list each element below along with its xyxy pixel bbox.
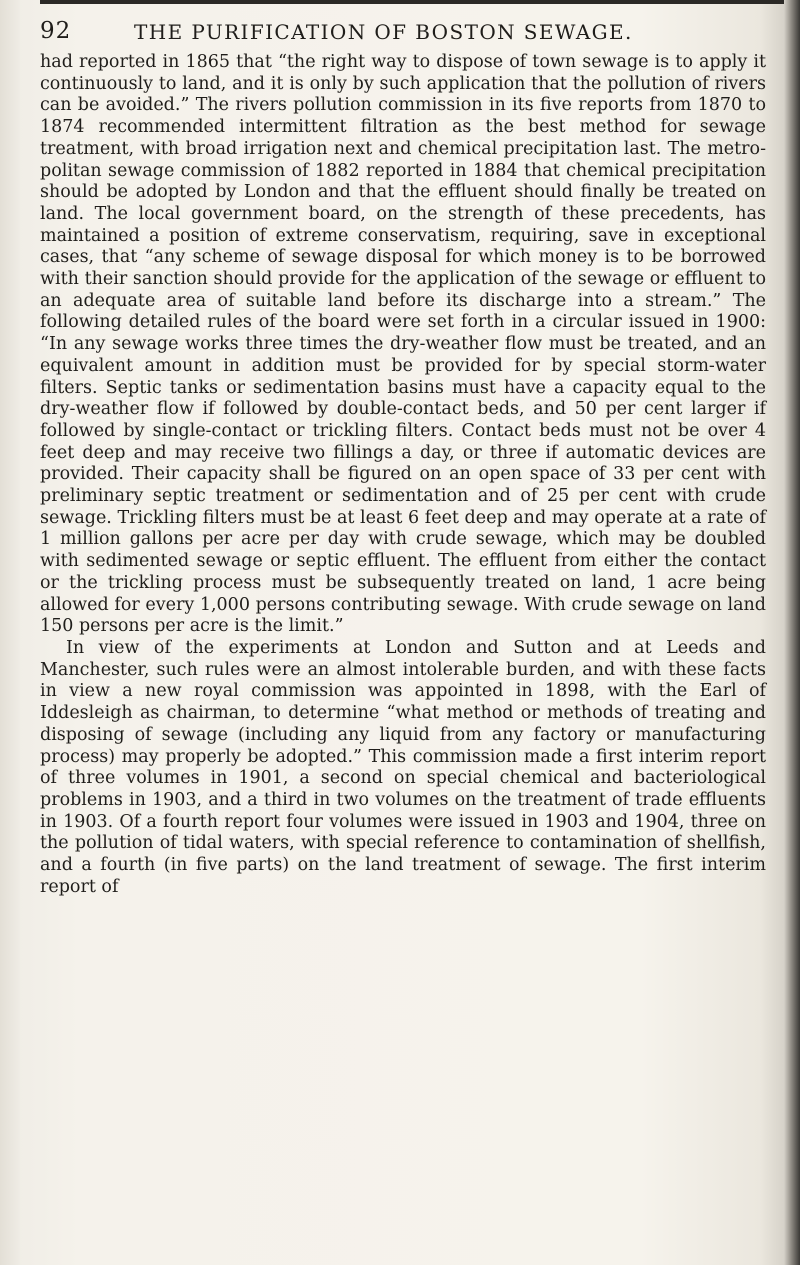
page-edge-shadow — [784, 0, 800, 1265]
body-text — [40, 52, 766, 898]
paragraph-1: had reported in 1865 that “the right way to dispose of town sewage is to apply it continuously to land, and it is only by such application that the pollution of rivers can be avoided.” The rivers pollution commission in its five reports from 1870 to 1874 recommended intermittent filtration as the best method for sewage treatment, with broad irrigation next and chemical precipitation last. The metropolitan sewage commission of 1882 reported in 1884 that chemical precipitation should be adopted by London and that the effluent should finally be treated on land. The local government board, on the strength of these precedents, has maintained a position of extreme conservatism, requiring, save in exceptional cases, that “any scheme of sewage disposal for which money is to be borrowed with their sanction should provide for the application of the sewage or effluent to an adequate area of suitable land before its discharge into a stream.” The following detailed rules of the board were set forth in a circular issued in 1900: “In any sewage works three times the dry-weather flow must be treated, and an equivalent amount in addition must be provided for by special storm-water filters. Septic tanks or sedimentation basins must have a capacity equal to the dry-weather flow if followed by double-contact beds, and 50 per cent larger if followed by single-contact or trickling filters. Contact beds must not be over 4 feet deep and may receive two fillings a day, or three if automatic devices are provided. Their capacity shall be figured on an open space of 33 per cent with preliminary septic treatment or sedimentation and of 25 per cent with crude sewage. Trickling filters must be at least 6 feet deep and may operate at a rate of 1 million gallons per acre per day with crude sewage, which may be doubled with sedimented sewage or septic effluent. The effluent from either the contact or the trickling process must be subsequently treated on land, 1 acre being allowed for every 1,000 persons contributing sewage. With crude sewage on land 150 persons per acre is the limit.” — [40, 52, 766, 637]
paragraph-2: In view of the experiments at London and Sutton and at Leeds and Manchester, such rules were an almost intolerable burden, and with these facts in view a new royal commission was appointed in 1898, with the Earl of Iddesleigh as chairman, to determine “what method or methods of treating and disposing of sewage (including any liquid from any factory or manufacturing process) may properly be adopted.” This commission made a first interim report of three volumes in 1901, a second on special chemical and bacteriological problems in 1903, and a third in two volumes on the treatment of trade effluents in 1903. Of a fourth report four volumes were issued in 1903 and 1904, three on the pollution of tidal waters, with special reference to contamination of shellfish, and a fourth (in five parts) on the land treatment of sewage. The first interim report of — [40, 637, 766, 897]
top-border-rule — [40, 0, 800, 4]
page-gutter-shadow — [0, 0, 20, 1265]
running-head: THE PURIFICATION OF BOSTON SEWAGE. — [134, 20, 633, 44]
page-number: 92 — [40, 18, 72, 44]
page-header — [40, 18, 760, 50]
